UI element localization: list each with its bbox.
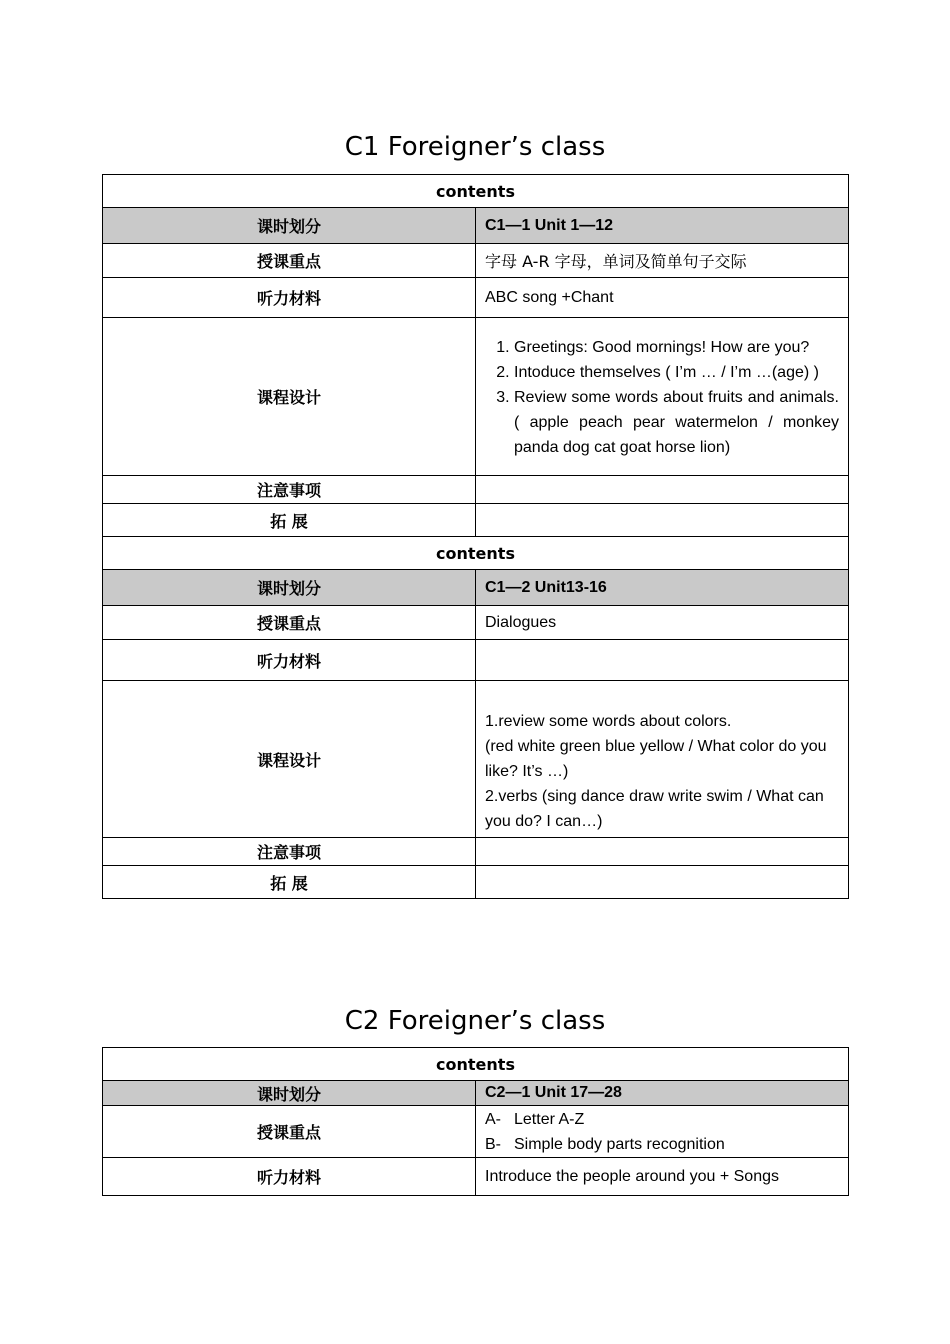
design-list xyxy=(485,335,839,460)
period-value: C1—1 Unit 1—12 xyxy=(476,208,849,244)
period-value: C2—1 Unit 17—28 xyxy=(476,1081,849,1106)
contents-header: contents xyxy=(103,537,849,570)
focus-label: 授课重点 xyxy=(103,1106,476,1158)
design-row xyxy=(103,681,849,838)
focus-value: Dialogues xyxy=(476,606,849,640)
list-item: 1. Greetings: Good mornings! How are you? xyxy=(514,335,839,360)
listening-label: 听力材料 xyxy=(103,640,476,681)
design-content xyxy=(476,318,849,476)
listening-row xyxy=(103,278,849,318)
section-title: C1 Foreigner’s class xyxy=(344,132,606,162)
design-content xyxy=(476,681,849,838)
listening-label: 听力材料 xyxy=(103,278,476,318)
focus-row xyxy=(103,606,849,640)
design-line: 1.review some words about colors. xyxy=(485,713,732,730)
section-title: C2 Foreigner’s class xyxy=(344,1006,606,1036)
period-row xyxy=(103,208,849,244)
item-text: Simple body parts recognition xyxy=(514,1135,725,1153)
period-row xyxy=(103,570,849,606)
focus-row xyxy=(103,244,849,278)
lesson-table xyxy=(102,174,849,899)
design-row xyxy=(103,318,849,476)
focus-item xyxy=(485,1107,839,1132)
focus-row xyxy=(103,1106,849,1158)
listening-row xyxy=(103,640,849,681)
notes-row xyxy=(103,838,849,866)
focus-label: 授课重点 xyxy=(103,606,476,640)
focus-item xyxy=(485,1132,839,1157)
focus-content xyxy=(476,1106,849,1158)
extension-row xyxy=(103,504,849,537)
extension-row xyxy=(103,866,849,899)
period-row xyxy=(103,1081,849,1106)
notes-value xyxy=(476,838,849,866)
item-marker: B- xyxy=(485,1135,501,1153)
contents-row xyxy=(103,175,849,208)
extension-value xyxy=(476,866,849,899)
contents-row xyxy=(103,537,849,570)
listening-row xyxy=(103,1158,849,1196)
notes-value xyxy=(476,476,849,504)
extension-label: 拓 展 xyxy=(103,866,476,899)
listening-value xyxy=(476,640,849,681)
design-line: (red white green blue yellow / What color do you like? It’s …) xyxy=(485,738,827,780)
listening-value: ABC song +Chant xyxy=(476,278,849,318)
item-marker: A- xyxy=(485,1110,501,1128)
lesson-table xyxy=(102,1047,849,1196)
list-item: 3. Review some words about fruits and animals.( apple peach pear watermelon / monkey panda dog cat goat horse lion) xyxy=(514,385,839,460)
notes-label: 注意事项 xyxy=(103,838,476,866)
extension-value xyxy=(476,504,849,537)
focus-value: 字母 A-R 字母，单词及简单句子交际 xyxy=(476,244,849,278)
list-item: 2. Intoduce themselves ( I’m … / I’m …(age) ) xyxy=(514,360,839,385)
design-label: 课程设计 xyxy=(103,681,476,838)
listening-value: Introduce the people around you + Songs xyxy=(476,1158,849,1196)
period-label: 课时划分 xyxy=(103,1081,476,1106)
contents-row xyxy=(103,1048,849,1081)
design-line: 2.verbs (sing dance draw write swim / What can you do? I can…) xyxy=(485,788,824,830)
contents-header: contents xyxy=(103,175,849,208)
extension-label: 拓 展 xyxy=(103,504,476,537)
period-value: C1—2 Unit13-16 xyxy=(476,570,849,606)
period-label: 课时划分 xyxy=(103,570,476,606)
listening-label: 听力材料 xyxy=(103,1158,476,1196)
item-text: Letter A-Z xyxy=(514,1110,585,1128)
contents-header: contents xyxy=(103,1048,849,1081)
design-label: 课程设计 xyxy=(103,318,476,476)
focus-label: 授课重点 xyxy=(103,244,476,278)
notes-label: 注意事项 xyxy=(103,476,476,504)
notes-row xyxy=(103,476,849,504)
period-label: 课时划分 xyxy=(103,208,476,244)
